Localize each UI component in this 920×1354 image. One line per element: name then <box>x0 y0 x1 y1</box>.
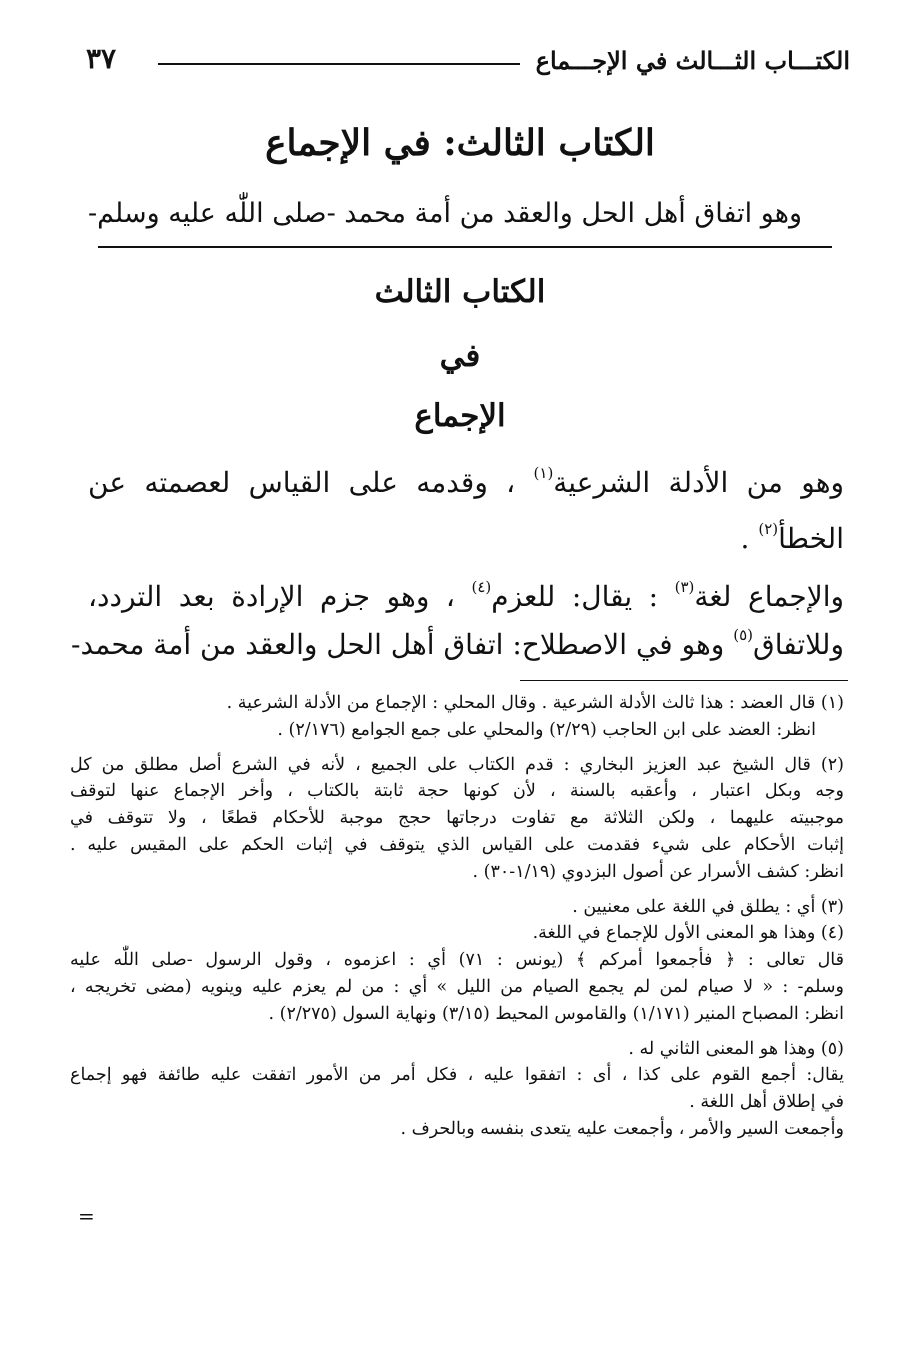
footnote-line: (٣) أي : يطلق في اللغة على معنيين . <box>572 896 844 917</box>
footnote-line: يقال: أجمع القوم على كذا ، أى : اتفقوا عليه ، فكل أمر من الأمور اتفقت عليه طائفة فهو إجماع <box>70 1065 844 1086</box>
text-run: : يقال: للعزم <box>491 580 675 613</box>
footnote-line: موجبيته عليهما ، ولكن الثلاثة مع تفاوت درجاتها حجج موجبة للأحكام قطعًا ، ولا تتوقف في <box>70 808 844 829</box>
text-run: . <box>740 522 759 555</box>
footnote-line: انظر: المصباح المنير (١/١٧١) والقاموس المحيط (٣/١٥) ونهاية السول (٢/٢٧٥) . <box>268 1003 844 1024</box>
heading-line-3: الإجماع <box>414 398 506 434</box>
paragraph-2-line-1 <box>88 580 844 613</box>
text-run: ، وقدمه على القياس لعصمته عن <box>88 466 534 499</box>
continuation-mark: = <box>78 1204 95 1228</box>
text-run: وهو من الأدلة الشرعية <box>553 466 844 499</box>
footnote-ref-3: (٣) <box>674 578 695 596</box>
text-run: وهو في الاصطلاح: اتفاق أهل الحل والعقد من أمة محمد- <box>70 628 734 661</box>
running-title: الكتـــاب الثـــالث في الإجـــماع <box>535 46 850 75</box>
paragraph-2-line-2 <box>70 626 844 661</box>
footnote-line: في إطلاق أهل اللغة . <box>689 1092 844 1113</box>
footnote-line: إثبات الأحكام على شيء فقدمت على القياس الذي يتوقف في إثبات الحكم على المقيس عليه . <box>70 834 844 855</box>
chapter-title: الكتاب الثالث: في الإجماع <box>265 122 655 164</box>
text-run: وللاتفاق <box>753 628 844 661</box>
text-run: الخطأ <box>778 522 844 555</box>
heading-line-2: في <box>439 338 481 374</box>
footnote-line: انظر: العضد على ابن الحاجب (٢/٢٩) والمحلي على جمع الجوامع (٢/١٧٦) . <box>277 719 816 740</box>
paragraph-1-line-2 <box>741 522 844 555</box>
footnote-5 <box>70 1036 844 1143</box>
footnote-1 <box>70 690 844 744</box>
footnote-line: وأجمعت السير والأمر ، وأجمعت عليه يتعدى بنفسه وبالحرف . <box>400 1118 844 1139</box>
chapter-subtitle: وهو اتفاق أهل الحل والعقد من أمة محمد -صلى اللّٰه عليه وسلم- <box>87 198 802 229</box>
header-rule <box>158 63 520 65</box>
footnote-ref-1: (١) <box>533 464 554 482</box>
footnote-line: (١) قال العضد : هذا ثالث الأدلة الشرعية . وقال المحلي : الإجماع من الأدلة الشرعية . <box>226 693 844 713</box>
footnote-ref-5: (٥) <box>733 626 754 644</box>
footnote-ref-4: (٤) <box>471 578 492 596</box>
footnote-line: قال تعالى : ﴿ فأجمعوا أمركم ﴾ (يونس : ٧١) أي : اعزموه ، وقول الرسول -صلى اللّٰه عليه <box>70 950 844 971</box>
text-run: والإجماع لغة <box>694 580 844 613</box>
footnote-line: انظر: كشف الأسرار عن أصول البزدوي (١/١٩-٣٠) . <box>472 861 844 882</box>
footnote-line: وجه وبكل اعتبار ، وأعقبه بالسنة ، لأن كونها حجة ثابتة بالكتاب ، وأخر الإجماع عنها لتوقف <box>70 781 844 802</box>
footnote-line: (٥) وهذا هو المعنى الثاني له . <box>628 1038 844 1059</box>
heading-line-1: الكتاب الثالث <box>374 274 546 310</box>
footnote-separator <box>520 680 848 681</box>
subtitle-rule <box>98 246 832 248</box>
footnotes <box>70 690 844 1143</box>
footnote-line: (٢) قال الشيخ عبد العزيز البخاري : قدم الكتاب على الجميع ، لأنه في الشرع أصل مطلق من كل <box>70 754 844 775</box>
paragraph-1-line-1 <box>88 466 844 499</box>
footnote-line: (٤) وهذا هو المعنى الأول للإجماع في اللغة. <box>532 923 844 944</box>
footnote-ref-2: (٢) <box>758 520 779 538</box>
page-number: ٣٧ <box>86 42 117 75</box>
footnote-2 <box>70 752 844 886</box>
text-run: ، وهو جزم الإرادة بعد التردد، <box>88 580 472 613</box>
footnote-4 <box>70 920 844 1027</box>
footnote-3 <box>70 894 844 921</box>
footnote-line: وسلم- : « لا صيام لمن لم يجمع الصيام من الليل » أي : من لم يعزم عليه وينويه (مضى تخريجه ، <box>70 976 844 997</box>
